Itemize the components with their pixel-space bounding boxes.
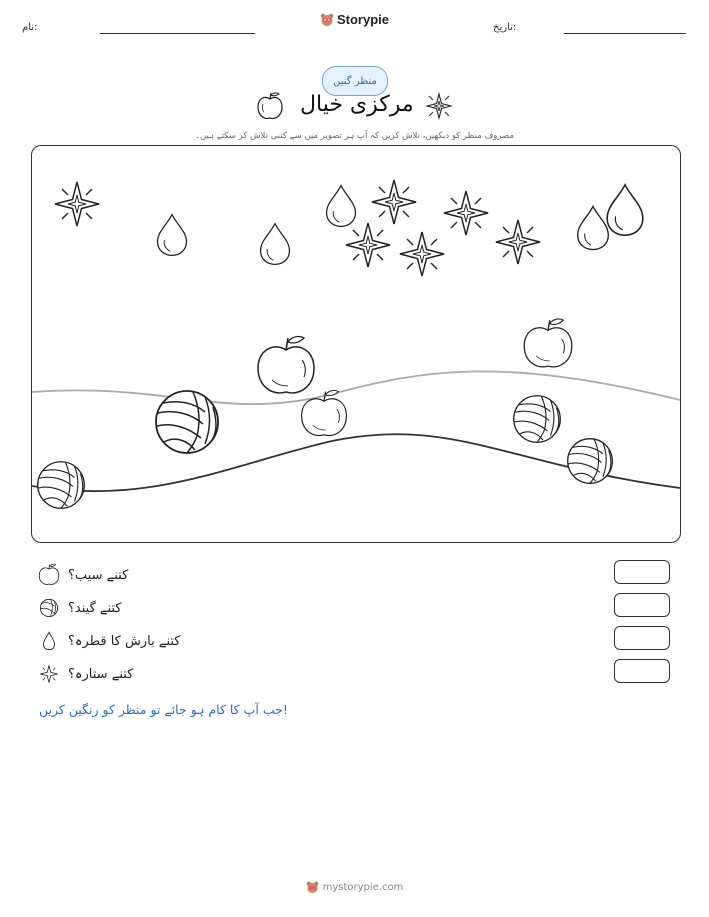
raindrop-icon [578, 206, 609, 249]
raindrop-icon [38, 629, 60, 653]
question-text: کتنے ستارہ؟ [68, 666, 134, 682]
apple-icon [38, 563, 60, 587]
raindrop-icon [607, 185, 643, 235]
answer-box-stars[interactable] [614, 659, 670, 683]
sparkle-star-icon [372, 180, 416, 224]
volleyball-icon [38, 596, 60, 620]
sparkle-star-icon [400, 232, 444, 276]
question-apples [38, 560, 128, 590]
volleyball-icon [156, 391, 218, 453]
instructions: مصروف منظر کو دیکھیں، تلاش کریں کہ آپ ہر تصویر میں سے کتنی تلاش کر سکتے ہیں۔ [194, 131, 514, 141]
footer-url[interactable]: mystorypie.com [322, 882, 404, 893]
bear-logo-icon [306, 881, 319, 894]
raindrop-icon [158, 215, 187, 256]
back-hill [32, 371, 680, 404]
sparkle-star-icon [346, 223, 390, 267]
sparkle-star-icon [444, 191, 488, 235]
question-stars [38, 659, 133, 689]
answer-box-balls[interactable] [614, 593, 670, 617]
title-sparkle-icon [425, 92, 453, 120]
question-balls [38, 593, 122, 623]
question-text: کتنے سیب؟ [68, 567, 129, 583]
sparkle-star-icon [38, 662, 60, 686]
scene-tag: منظر گنیں [322, 66, 388, 96]
footer [0, 881, 709, 897]
title-apple-icon [256, 91, 284, 121]
raindrop-icon [261, 224, 290, 265]
volleyball-icon [514, 396, 561, 443]
apple-icon [302, 390, 347, 435]
sparkle-star-icon [496, 220, 540, 264]
coloring-note: جب آپ کا کام ہو جائے تو منظر کو رنگین کریں! [39, 702, 288, 717]
name-label: نام: [22, 22, 38, 33]
brand-name: Storypie [336, 12, 389, 27]
volleyball-icon [568, 439, 613, 484]
volleyball-icon [38, 462, 85, 509]
bear-logo-icon [320, 13, 334, 27]
date-label: تاریخ: [493, 22, 517, 33]
apple-icon [524, 319, 572, 367]
apple-icon [258, 337, 314, 393]
brand-logo [0, 12, 709, 30]
page-title: مرکزی خیال [300, 92, 414, 117]
scene-frame [31, 145, 681, 543]
answer-box-apples[interactable] [614, 560, 670, 584]
question-text: کتنے بارش کا قطرہ؟ [68, 633, 181, 649]
name-line[interactable] [100, 33, 255, 34]
question-raindrops [38, 626, 181, 656]
answer-box-raindrops[interactable] [614, 626, 670, 650]
question-text: کتنے گیند؟ [68, 600, 122, 616]
sparkle-star-icon [55, 182, 99, 226]
raindrop-icon [327, 186, 356, 227]
date-line[interactable] [564, 33, 686, 34]
